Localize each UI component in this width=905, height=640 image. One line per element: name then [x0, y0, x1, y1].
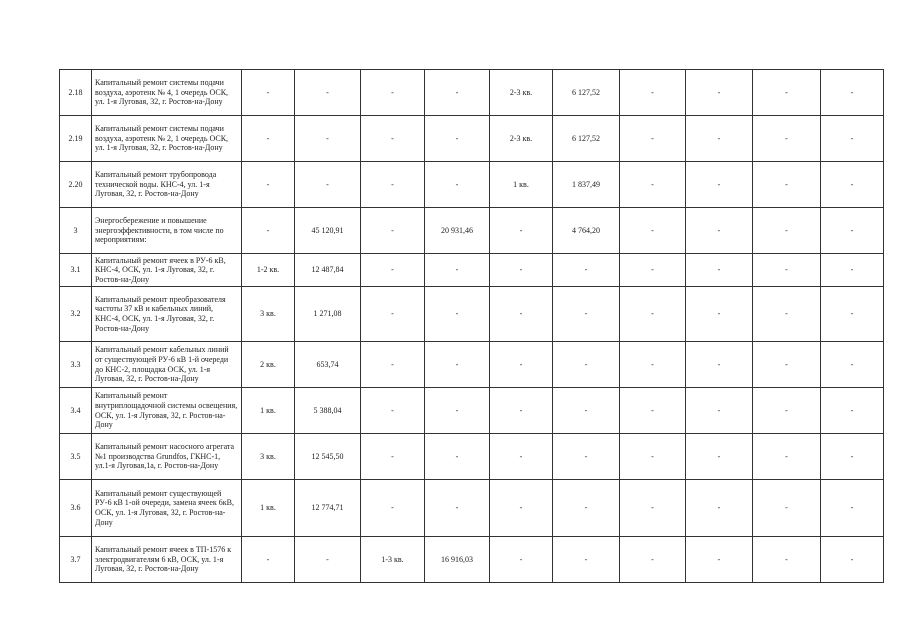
value-cell-c2: 45 120,91	[295, 208, 361, 254]
value-cell-c7: -	[620, 70, 686, 116]
measure-name-cell: Капитальный ремонт трубопровода технической воды. КНС-4, ул. 1-я Луговая, 32, г. Ростов-на-Дону	[92, 162, 242, 208]
value-cell-c6: 6 127,52	[553, 116, 620, 162]
measure-name-cell: Капитальный ремонт существующей РУ-6 кВ 1-ой очереди, замена ячеек 6кВ, ОСК, ул. 1-я Луговая, 32, г. Ростов-на-Дону	[92, 480, 242, 537]
value-cell-c1: 2 кв.	[242, 342, 295, 388]
table-row	[60, 254, 884, 287]
value-cell-c5: -	[490, 434, 553, 480]
value-cell-c6: 6 127,52	[553, 70, 620, 116]
row-number-cell: 3.7	[60, 537, 92, 583]
value-cell-c6: -	[553, 342, 620, 388]
value-cell-c1: -	[242, 162, 295, 208]
value-cell-c7: -	[620, 480, 686, 537]
value-cell-c2: -	[295, 116, 361, 162]
value-cell-c9: -	[753, 254, 821, 287]
row-number-cell: 2.20	[60, 162, 92, 208]
value-cell-c10: -	[821, 287, 884, 342]
value-cell-c4: 16 916,03	[425, 537, 490, 583]
value-cell-c4: -	[425, 287, 490, 342]
value-cell-c5: -	[490, 342, 553, 388]
value-cell-c3: -	[361, 116, 425, 162]
value-cell-c8: -	[686, 208, 753, 254]
value-cell-c4: -	[425, 70, 490, 116]
value-cell-c5: 2-3 кв.	[490, 116, 553, 162]
row-number-cell: 2.19	[60, 116, 92, 162]
value-cell-c7: -	[620, 434, 686, 480]
value-cell-c3: -	[361, 434, 425, 480]
row-number-cell: 3.1	[60, 254, 92, 287]
value-cell-c6: 1 837,49	[553, 162, 620, 208]
value-cell-c5: -	[490, 480, 553, 537]
value-cell-c9: -	[753, 116, 821, 162]
value-cell-c1: 1-2 кв.	[242, 254, 295, 287]
value-cell-c8: -	[686, 434, 753, 480]
table-row	[60, 116, 884, 162]
measure-name-cell: Капитальный ремонт кабельных линий от существующей РУ-6 кВ 1-й очереди до КНС-2, площадка ОСК, ул. 1-я Луговая, 32, г. Ростов-на-Дону	[92, 342, 242, 388]
value-cell-c10: -	[821, 70, 884, 116]
value-cell-c8: -	[686, 342, 753, 388]
value-cell-c9: -	[753, 70, 821, 116]
value-cell-c6: -	[553, 537, 620, 583]
value-cell-c2: -	[295, 70, 361, 116]
value-cell-c10: -	[821, 254, 884, 287]
value-cell-c8: -	[686, 480, 753, 537]
value-cell-c8: -	[686, 254, 753, 287]
value-cell-c7: -	[620, 116, 686, 162]
value-cell-c7: -	[620, 342, 686, 388]
value-cell-c1: -	[242, 116, 295, 162]
value-cell-c9: -	[753, 287, 821, 342]
value-cell-c7: -	[620, 388, 686, 434]
value-cell-c2: -	[295, 537, 361, 583]
value-cell-c4: -	[425, 480, 490, 537]
value-cell-c3: -	[361, 162, 425, 208]
value-cell-c4: -	[425, 116, 490, 162]
measure-name-cell: Энергосбережение и повышение энергоэффективности, в том числе по мероприятиям:	[92, 208, 242, 254]
value-cell-c2: 12 487,84	[295, 254, 361, 287]
value-cell-c4: -	[425, 434, 490, 480]
value-cell-c5: -	[490, 537, 553, 583]
value-cell-c5: 1 кв.	[490, 162, 553, 208]
row-number-cell: 3.2	[60, 287, 92, 342]
value-cell-c9: -	[753, 537, 821, 583]
value-cell-c5: 2-3 кв.	[490, 70, 553, 116]
row-number-cell: 3.6	[60, 480, 92, 537]
value-cell-c7: -	[620, 537, 686, 583]
value-cell-c8: -	[686, 287, 753, 342]
value-cell-c2: 1 271,08	[295, 287, 361, 342]
measure-name-cell: Капитальный ремонт внутриплощадочной системы освещения, ОСК, ул. 1-я Луговая, 32, г. Ростов-на-Дону	[92, 388, 242, 434]
value-cell-c1: 1 кв.	[242, 480, 295, 537]
measure-name-cell: Капитальный ремонт ячеек в РУ-6 кВ, КНС-4, ОСК, ул. 1-я Луговая, 32, г. Ростов-на-Дону	[92, 254, 242, 287]
value-cell-c2: -	[295, 162, 361, 208]
row-number-cell: 3.3	[60, 342, 92, 388]
table-row	[60, 434, 884, 480]
value-cell-c3: -	[361, 254, 425, 287]
value-cell-c1: 3 кв.	[242, 287, 295, 342]
measure-name-cell: Капитальный ремонт преобразователя частоты 37 кВ и кабельных линий, КНС-4, ОСК, ул. 1-я Луговая, 32, г. Ростов-на-Дону	[92, 287, 242, 342]
value-cell-c10: -	[821, 388, 884, 434]
value-cell-c1: 1 кв.	[242, 388, 295, 434]
value-cell-c4: 20 931,46	[425, 208, 490, 254]
measure-name-cell: Капитальный ремонт системы подачи воздуха, аэротенк № 2, 1 очередь ОСК, ул. 1-я Луговая, 32, г. Ростов-на-Дону	[92, 116, 242, 162]
table-row	[60, 287, 884, 342]
table-row	[60, 537, 884, 583]
value-cell-c8: -	[686, 388, 753, 434]
value-cell-c7: -	[620, 254, 686, 287]
value-cell-c9: -	[753, 434, 821, 480]
value-cell-c3: -	[361, 208, 425, 254]
value-cell-c10: -	[821, 480, 884, 537]
row-number-cell: 3.4	[60, 388, 92, 434]
value-cell-c6: -	[553, 480, 620, 537]
value-cell-c1: -	[242, 70, 295, 116]
value-cell-c6: -	[553, 434, 620, 480]
table-row	[60, 162, 884, 208]
value-cell-c8: -	[686, 162, 753, 208]
value-cell-c10: -	[821, 537, 884, 583]
value-cell-c3: -	[361, 70, 425, 116]
row-number-cell: 2.18	[60, 70, 92, 116]
value-cell-c8: -	[686, 70, 753, 116]
value-cell-c4: -	[425, 254, 490, 287]
value-cell-c10: -	[821, 434, 884, 480]
value-cell-c2: 12 774,71	[295, 480, 361, 537]
value-cell-c10: -	[821, 208, 884, 254]
value-cell-c9: -	[753, 162, 821, 208]
table-row	[60, 208, 884, 254]
value-cell-c3: -	[361, 287, 425, 342]
value-cell-c9: -	[753, 342, 821, 388]
value-cell-c6: 4 764,20	[553, 208, 620, 254]
value-cell-c8: -	[686, 537, 753, 583]
value-cell-c6: -	[553, 254, 620, 287]
value-cell-c9: -	[753, 480, 821, 537]
table-row	[60, 388, 884, 434]
value-cell-c3: -	[361, 342, 425, 388]
value-cell-c1: -	[242, 537, 295, 583]
measure-name-cell: Капитальный ремонт насосного агрегата №1 производства Grundfos, ГКНС-1, ул.1-я Луговая,1а, г. Ростов-на-Дону	[92, 434, 242, 480]
value-cell-c8: -	[686, 116, 753, 162]
table-row	[60, 480, 884, 537]
value-cell-c2: 5 388,04	[295, 388, 361, 434]
value-cell-c7: -	[620, 208, 686, 254]
value-cell-c1: 3 кв.	[242, 434, 295, 480]
value-cell-c3: -	[361, 388, 425, 434]
value-cell-c5: -	[490, 208, 553, 254]
value-cell-c3: -	[361, 480, 425, 537]
value-cell-c2: 12 545,50	[295, 434, 361, 480]
value-cell-c4: -	[425, 162, 490, 208]
value-cell-c10: -	[821, 116, 884, 162]
measure-name-cell: Капитальный ремонт системы подачи воздуха, аэротенк № 4, 1 очередь ОСК, ул. 1-я Луговая, 32, г. Ростов-на-Дону	[92, 70, 242, 116]
value-cell-c7: -	[620, 287, 686, 342]
investment-program-table	[59, 69, 884, 583]
value-cell-c9: -	[753, 388, 821, 434]
value-cell-c6: -	[553, 388, 620, 434]
value-cell-c9: -	[753, 208, 821, 254]
table-row	[60, 70, 884, 116]
value-cell-c10: -	[821, 342, 884, 388]
value-cell-c2: 653,74	[295, 342, 361, 388]
value-cell-c4: -	[425, 342, 490, 388]
value-cell-c6: -	[553, 287, 620, 342]
table-row	[60, 342, 884, 388]
value-cell-c10: -	[821, 162, 884, 208]
row-number-cell: 3.5	[60, 434, 92, 480]
value-cell-c1: -	[242, 208, 295, 254]
value-cell-c4: -	[425, 388, 490, 434]
value-cell-c3: 1-3 кв.	[361, 537, 425, 583]
value-cell-c5: -	[490, 388, 553, 434]
value-cell-c5: -	[490, 254, 553, 287]
row-number-cell: 3	[60, 208, 92, 254]
value-cell-c5: -	[490, 287, 553, 342]
measure-name-cell: Капитальный ремонт ячеек в ТП-1576 к электродвигателям 6 кВ, ОСК, ул. 1-я Луговая, 32, г. Ростов-на-Дону	[92, 537, 242, 583]
value-cell-c7: -	[620, 162, 686, 208]
